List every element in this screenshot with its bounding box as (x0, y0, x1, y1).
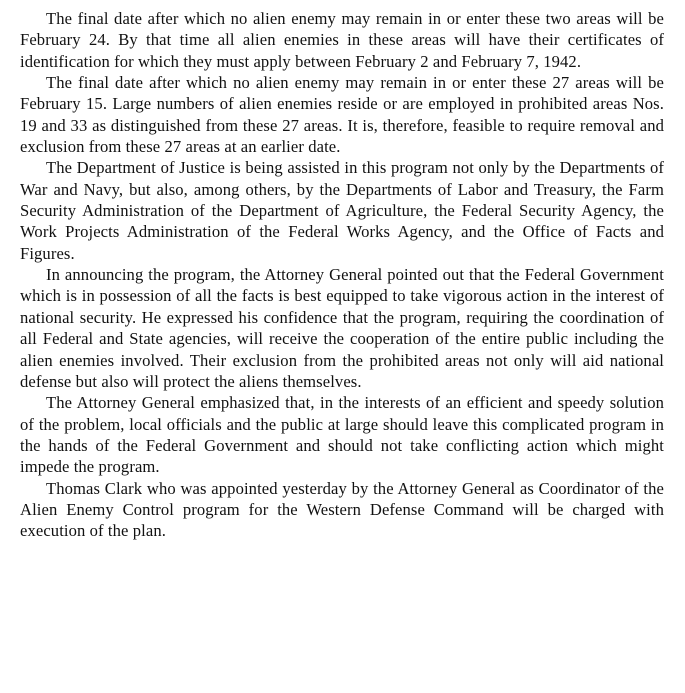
document-page (20, 8, 664, 542)
paragraph-final-date-two-areas: The final date after which no alien enemy may remain in or enter these two areas will be February 24. By that time all alien enemies in these areas will have their certificates of identification for which they must apply between February 2 and February 7, 1942. (20, 9, 664, 71)
paragraph-announcing-program: In announcing the program, the Attorney General pointed out that the Federal Government which is in possession of all the facts is best equipped to take vigorous action in the interest of national security. He expressed his confidence that the program, requiring the coordination of all Federal and State agencies, will receive the cooperation of the entire public including the alien enemies involved. Their exclusion from the prohibited areas not only will aid national defense but also will protect the aliens themselves. (20, 265, 664, 391)
paragraph-attorney-general-emphasized: The Attorney General emphasized that, in the interests of an efficient and speedy solution of the problem, local officials and the public at large should leave this complicated program in the hands of the Federal Government and should not take conflicting action which might impede the program. (20, 393, 664, 477)
paragraph-final-date-27-areas: The final date after which no alien enemy may remain in or enter these 27 areas will be February 15. Large numbers of alien enemies reside or are employed in prohibited areas Nos. 19 and 33 as distinguished from these 27 areas. It is, therefore, feasible to require removal and exclusion from these 27 areas at an earlier date. (20, 73, 664, 157)
paragraph-department-of-justice: The Department of Justice is being assisted in this program not only by the Departments of War and Navy, but also, among others, by the Departments of Labor and Treasury, the Farm Security Administration of the Department of Agriculture, the Federal Security Agency, the Work Projects Administration of the Federal Works Agency, and the Office of Facts and Figures. (20, 158, 664, 263)
paragraph-thomas-clark: Thomas Clark who was appointed yesterday by the Attorney General as Coordinator of the Alien Enemy Control program for the Western Defense Command will be charged with execution of the plan. (20, 478, 664, 541)
